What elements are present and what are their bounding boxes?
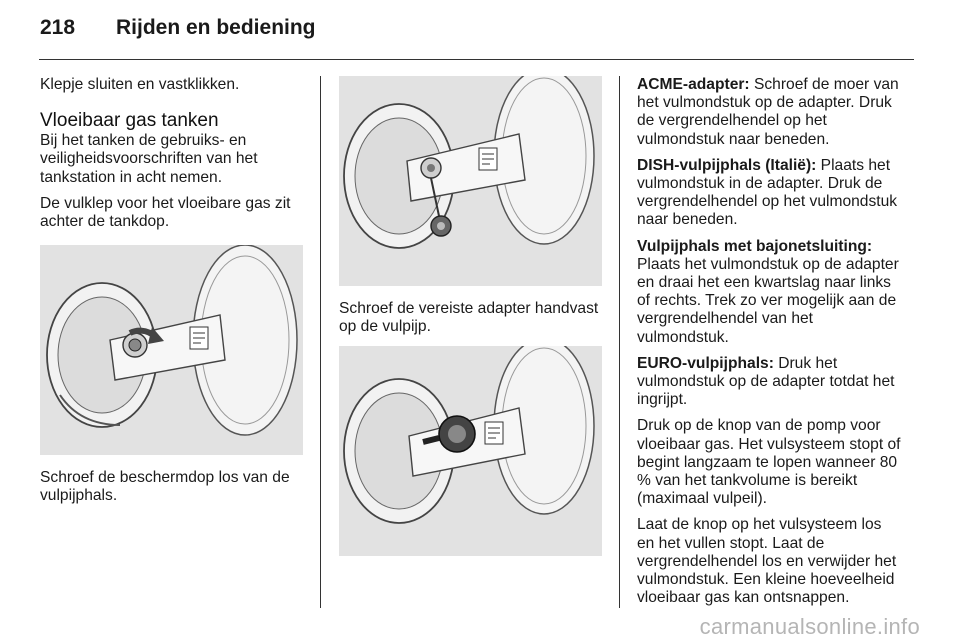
watermark: carmanualsonline.info bbox=[699, 614, 920, 639]
figure-fill-nozzle bbox=[339, 346, 602, 556]
page-number: 218 bbox=[40, 16, 76, 39]
close-flap-text: Klepje sluiten en vastklikken. bbox=[40, 76, 240, 93]
figure-screw-adapter bbox=[339, 76, 602, 286]
page-header bbox=[40, 16, 316, 48]
chapter-title: Rijden en bediening bbox=[116, 16, 316, 39]
valve-location-text: De vulklep voor het vloeibare gas zit achter de tankdop. bbox=[40, 194, 291, 231]
bajonet-paragraph bbox=[637, 238, 902, 347]
column-divider-left bbox=[320, 76, 321, 608]
dish-paragraph bbox=[637, 157, 902, 230]
dish-text: Plaats het vulmondstuk in de adapter. Druk de vergrendelhendel op het vulmondstuk naar beneden. bbox=[637, 156, 898, 229]
euro-lead: EURO-vulpijphals: bbox=[637, 354, 774, 372]
bajonet-lead: Vulpijphals met bajonetsluiting: bbox=[637, 237, 873, 255]
figure-caption-2: Schroef de vereiste adapter handvast op de vulpijp. bbox=[339, 300, 599, 336]
safety-text: Bij het tanken de gebruiks- en veiligheidsvoorschriften van het tankstation in acht nemen. bbox=[40, 132, 258, 186]
column-3 bbox=[637, 76, 902, 615]
acme-lead: ACME-adapter: bbox=[637, 76, 750, 93]
euro-text: Druk het vulmondstuk op de adapter totdat het ingrijpt. bbox=[637, 354, 895, 409]
euro-paragraph bbox=[637, 355, 902, 410]
acme-text: Schroef de moer van het vulmondstuk op de adapter. Druk de vergrendelhendel op het vulmondstuk naar beneden. bbox=[637, 76, 899, 148]
header-rule bbox=[39, 59, 914, 60]
release-text: Laat de knop op het vulsysteem los en het vullen stopt. Laat de vergrendelhendel los en verwijder het vulmondstuk. Een kleine hoeveelheid vloeibaar gas kan ontsnappen. bbox=[637, 516, 897, 607]
section-heading: Vloeibaar gas tanken bbox=[40, 110, 219, 132]
column-2 bbox=[339, 76, 602, 556]
pump-text: Druk op de knop van de pomp voor vloeibaar gas. Het vulsysteem stopt of begint langzaam te lopen wanneer 80 % van het tankvolume is bereikt (maximaal vulpeil). bbox=[637, 417, 901, 508]
acme-paragraph bbox=[637, 76, 902, 149]
figure-unscrew-cap bbox=[40, 245, 303, 455]
figure-caption-1: Schroef de beschermdop los van de vulpijphals. bbox=[40, 469, 290, 505]
bajonet-text: Plaats het vulmondstuk op de adapter en draai het een kwartslag naar links of rechts. Trek zo ver mogelijk aan de vergrendelhendel van het vulmondstuk. bbox=[637, 255, 899, 346]
column-1 bbox=[40, 76, 303, 514]
dish-lead: DISH-vulpijphals (Italië): bbox=[637, 156, 817, 174]
column-divider-right bbox=[619, 76, 620, 608]
